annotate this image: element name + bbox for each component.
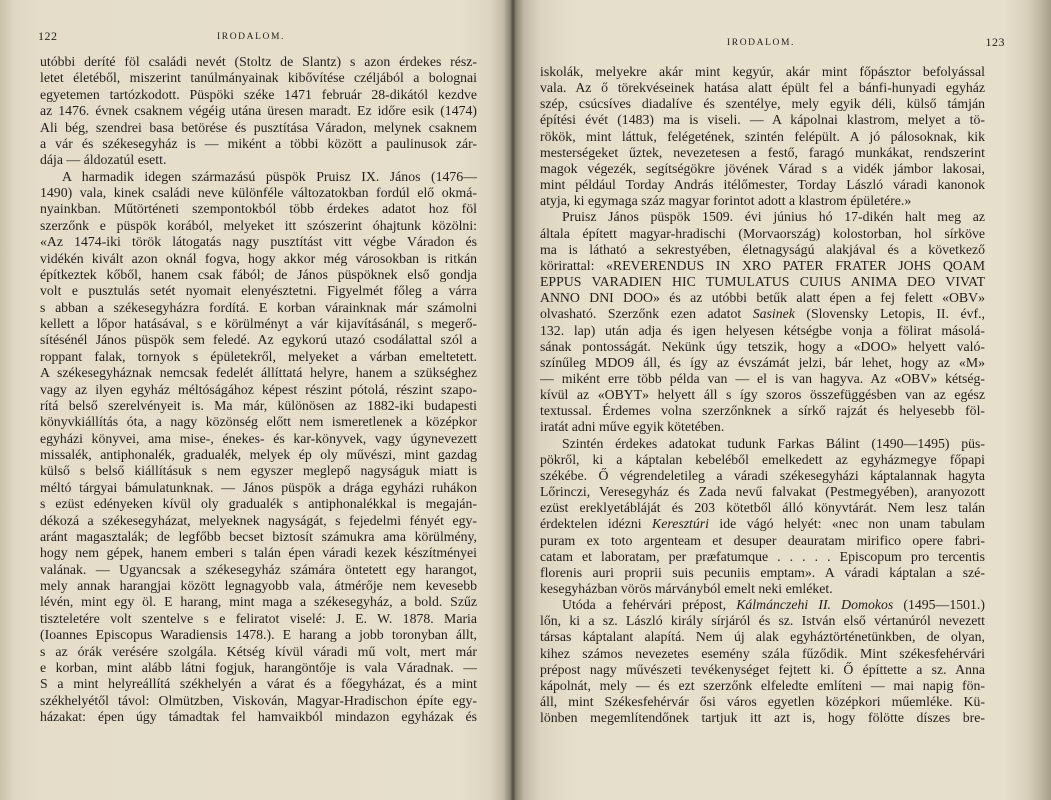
- text-line: kívül az «OBYT» helyett áll s így szoros összefüggésben van az egész: [540, 387, 985, 403]
- page-number: 122: [38, 29, 58, 43]
- text-line: [540, 597, 985, 613]
- text-line: építési évét (1483) ma is viseli. — A kápolnai klastrom, melyet a tö-: [540, 112, 985, 128]
- text-line: méltó tárgyai bámulatunknak. — János püspök a drága egyházi ruhákon: [40, 479, 477, 495]
- running-head: IRODALOM.: [727, 38, 795, 48]
- text-line: Lőrinczi, Veresegyház és Zada nevű falvakat (Pestmegyében), aranyozott: [540, 484, 985, 500]
- text-line: körirattal: «REVERENDUS IN XRO PATER FRATER JOHS QOAM: [540, 257, 985, 273]
- italic-text: Sasinek: [752, 306, 795, 322]
- text-line: puram ex toto argenteam et desuper deauratam mirifico opere fabri-: [540, 532, 985, 548]
- text-line: rökök, mint láttuk, felégetének, szintén felépült. A jó pálosoknak, kik: [540, 128, 985, 144]
- text-line: kellett a lőpor hatásával, s e körülményt a vár kijavításánál, s megerő-: [40, 316, 477, 331]
- text-line: atyja, ki egymaga száz magyar forintot adott a klastrom épületére.»: [540, 193, 912, 209]
- text-line: tiszteletére volt szentelve s e feliratot viselé: J. E. W. 1878. Maria: [40, 610, 477, 626]
- text-line: hogy nem gépek, hanem emberi s talán épen váradi kezek készítményei: [40, 545, 477, 561]
- text-line: egyházi könyvei, ama mise-, énekes- és kar-könyvek, vagy úgynevezett: [40, 430, 477, 446]
- text-line: ezüst ereklyetábláját és 203 kötetből álló könyvtárát. Nem lesz talán: [540, 500, 985, 516]
- text-line: roppant falak, tornyok s épületekről, melyeket a várban emeltetett.: [40, 348, 477, 364]
- text-run: (1495—1501.): [893, 597, 985, 613]
- text-line: székhelyétől távol: Olmützben, Viskován, Magyar-Hradischon építe egy-: [40, 692, 477, 708]
- text-line: kápolnát, mely — és ezt szerzőnk elfeledte említeni — mai napig fön-: [540, 677, 985, 693]
- text-line: iratát adni műve egyik kötetében.: [540, 419, 725, 435]
- text-line: 132. lap) után adja és igen helyesen kétségbe vonja a fölirat másolá-: [540, 322, 985, 338]
- text-line: ma is látható a sekrestyében, életnagyságú alakjával és a következő: [540, 241, 985, 257]
- text-line: utóbbi deríté föl családi nevét (Stoltz de Slantz) s azon érdekes rész-: [40, 54, 477, 69]
- text-line: catam et laboratam, per præfatumque . . . . . Episcopum pro tercentis: [540, 548, 985, 564]
- text-line: sítésénél János püspök sem feledé. Az egykorú utazó csodálattal szól a: [40, 332, 477, 348]
- text-line: Szintén érdekes adatokat tudunk Farkas Bálint (1490—1495) püs-: [562, 435, 985, 451]
- text-line: mint például Torday András itélőmester, Torday László váradi kanonok: [540, 177, 985, 193]
- text-line: Pruisz János püspök 1509. évi június hó 17-dikén halt meg az: [562, 209, 985, 225]
- page-number: 123: [985, 35, 1005, 49]
- paragraph: [540, 436, 985, 598]
- text-line: missalék, antiphonalék, gradualék, melyek ép oly művészi, mint gazdag: [40, 447, 477, 462]
- paragraph: [540, 64, 985, 209]
- text-line: s abban a székesegyházra fordítá. E korban várainknak már számolni: [40, 299, 477, 315]
- text-line: A székesegyháznak nemcsak fedelét állíttatá helyre, hanem a szükséghez: [40, 365, 477, 381]
- text-line: dája — áldozatúl esett.: [40, 152, 167, 168]
- text-line: aránt magasztalák; de legfőbb becset biztosít számukra ama körülmény,: [40, 528, 477, 544]
- left-page: [0, 0, 515, 800]
- text-line: (Ioannes Episcopus Waradiensis 1478.). E harang a jobb toronyban állt,: [40, 627, 477, 643]
- text-line: székébe. Ő végrendeletileg a váradi székesegyházi káptalannak hagyta: [540, 467, 985, 483]
- text-line: [540, 516, 985, 532]
- text-line: szép, csúcsíves diadalíve és szentélye, mely egyik déli, külső támján: [540, 96, 985, 112]
- text-line: e korban, mint alább látni fogjuk, harangöntője is vala Váradnak. —: [40, 659, 477, 675]
- text-line: s ezüst edényeken kívül oly gradualék s antiphonalékkal is megaján-: [40, 496, 477, 512]
- text-line: [540, 306, 985, 322]
- text-line: társas káptalant alapítá. Nem új alak egyháztörténetünkben, de olyan,: [540, 629, 985, 645]
- text-line: a vár és székesegyház is — miként a többi között a paulinusok zár-: [40, 135, 477, 151]
- text-line: «Az 1474-iki török látogatás nagy pusztítást vitt végbe Váradon és: [40, 234, 477, 250]
- text-run: Utóda a fehérvári prépost,: [562, 597, 737, 613]
- text-line: szerzőnk e püspök korából, melyeket itt szószerint óhajtunk közölni:: [40, 217, 477, 233]
- paragraph: [40, 54, 477, 169]
- italic-text: Keresztúri: [652, 516, 709, 532]
- text-line: lévén, mint egy öl. E harang, mint maga a székesegyház, a bold. Szűz: [40, 594, 477, 610]
- text-line: építkeztek kőből, hanem csak fából; de János püspöknek első gondja: [40, 266, 477, 282]
- paragraph: [540, 597, 985, 726]
- text-line: magok végezék, segítségökre jövének Várad s a vidék jámbor lakosai,: [540, 160, 985, 176]
- paragraph: [40, 169, 477, 726]
- text-line: egyetemen tartózkodott. Püspöki széke 1471 február 28-dikától kezdve: [40, 86, 477, 102]
- text-line: vala. Az ő törekvéseinek hatása alatt épült fel a bánfi-hunyadi egyház: [540, 80, 985, 96]
- text-line: mesterségeket űztek, nevezetesen a festő, faragó munkákat, rendszerint: [540, 144, 985, 160]
- text-line: külső s belső kiállításuk s nem egyszer meglepő nagyságuk miatt is: [40, 463, 477, 479]
- text-line: kesegyházban vörös márványból emelt neki emléket.: [540, 581, 833, 596]
- text-line: letet életéből, miszerint tanúlmányainak kibővítése czéljából a bolognai: [40, 70, 477, 86]
- text-line: ANNO DNI DOO» és az utóbbi betűk alatt épen a fej felett «OBV»: [540, 290, 985, 306]
- page-text: [540, 64, 985, 726]
- text-run: olvasható. Szerzőnk ezen adatot: [540, 306, 753, 322]
- text-run: (Slovensky Letopis, II. évf.,: [794, 306, 985, 322]
- text-line: vidékén kivált azon oknál fogva, hogy akkor még városokban is ritkán: [40, 250, 477, 266]
- text-line: az 1476. évnek csaknem végéig utána üresen maradt. Ez időre esik (1474): [40, 103, 477, 119]
- text-line: Ali bég, szendrei basa betörése és pusztítása Váradon, melynek csaknem: [40, 119, 477, 135]
- text-line: kihez számos nevezetes esemény szála fűződik. Mint székesfehérvári: [540, 645, 985, 661]
- text-line: — miként erre több példa van — el is van hagyva. Az «OBV» kétség-: [540, 370, 985, 386]
- paragraph: [540, 209, 985, 435]
- text-line: lőn, ki a sz. László király sírjáról és sz. István első vértanúról nevezett: [540, 613, 985, 629]
- text-line: textussal. Érdemes volna szerzőnknek a sírkő rajzát és helyesebb föl-: [540, 403, 985, 419]
- text-run: ide vágó helyét: «nec non unam tabulam: [709, 516, 985, 532]
- text-line: lönben megemlítendőnek tartjuk itt azt is, hogy fölötte díszes bre-: [540, 710, 985, 726]
- text-line: dékozá a székesegyházat, melyeknek nagyságát, s fejedelmi fényét egy-: [40, 512, 477, 528]
- text-line: S a mint helyreállítá székhelyén a várat és a főegyházat, és a mint: [40, 676, 477, 692]
- text-line: mely annak harangjai között legnagyobb vala, átmérője nem kevesebb: [40, 578, 477, 593]
- running-head: IRODALOM.: [217, 32, 285, 42]
- text-line: színűleg MDO9 áll, és így az évszámát jelzi, bár lehet, hogy az «M»: [540, 354, 985, 370]
- text-line: prépost nagy művészeti tevékenységet fejtett ki. Ő építtette a sz. Anna: [540, 661, 985, 677]
- text-line: volt e pusztulás setét nyomait elenyésztetni. Figyelmét főleg a várra: [40, 283, 477, 299]
- text-line: valának. — Ugyancsak a székesegyház számára öntetett egy harangot,: [40, 561, 477, 577]
- text-line: könyvkiállítás óta, a nagy közönség előtt nem ismeretlenek a középkor: [40, 414, 477, 430]
- text-run: érdektelen idézni: [540, 516, 653, 532]
- text-line: házakat: épen úgy támadtak fel hamvaikból mindazon egyházak és: [40, 709, 477, 724]
- text-line: pökről, ki a káptalan kebeléből emelkedett az egyházmegye főpapi: [540, 451, 985, 467]
- text-line: 1490) vala, kinek családi neve különféle változatokban fordúl elő okmá-: [40, 185, 477, 200]
- text-line: általa épített magyar-hradischi (Morvaország) kolostorban, hol sírköve: [540, 225, 985, 241]
- text-line: vagy az ilyen egyház méltóságához képest részint pótolá, részint szapo-: [40, 381, 477, 397]
- italic-text: Kálmánczehi II. Domokos: [736, 597, 894, 613]
- text-line: nyainkban. Műtörténeti szempontokból több érdekes adatot hoz föl: [40, 201, 477, 217]
- text-line: EPPUS VARADIEN HIC TUMULATUS CUIUS ANIMA DEO VIVAT: [540, 274, 985, 290]
- text-line: iskolák, melyekre akár mint kegyúr, akár mint főpásztor befolyással: [540, 64, 985, 79]
- text-line: áll, mint Székesfehérvár ősi város egyetlen középkori műemléke. Kü-: [540, 694, 985, 710]
- text-line: sának pontosságát. Nekünk úgy tetszik, hogy a «DOO» helyett való-: [540, 338, 985, 354]
- text-line: s az órák verésére szolgála. Kétség kívül váradi mű volt, mert már: [40, 643, 477, 659]
- page-text: [40, 54, 477, 725]
- text-line: florenis auri proprii suis pecuniis emptam». A váradi káptalan a szé-: [540, 564, 985, 580]
- text-line: rítá belső szerelvényeit is. Ma már, különösen az 1882-iki budapesti: [40, 397, 477, 413]
- right-page: [515, 0, 1051, 800]
- text-line: A harmadik idegen származású püspök Pruisz IX. János (1476—: [62, 168, 477, 184]
